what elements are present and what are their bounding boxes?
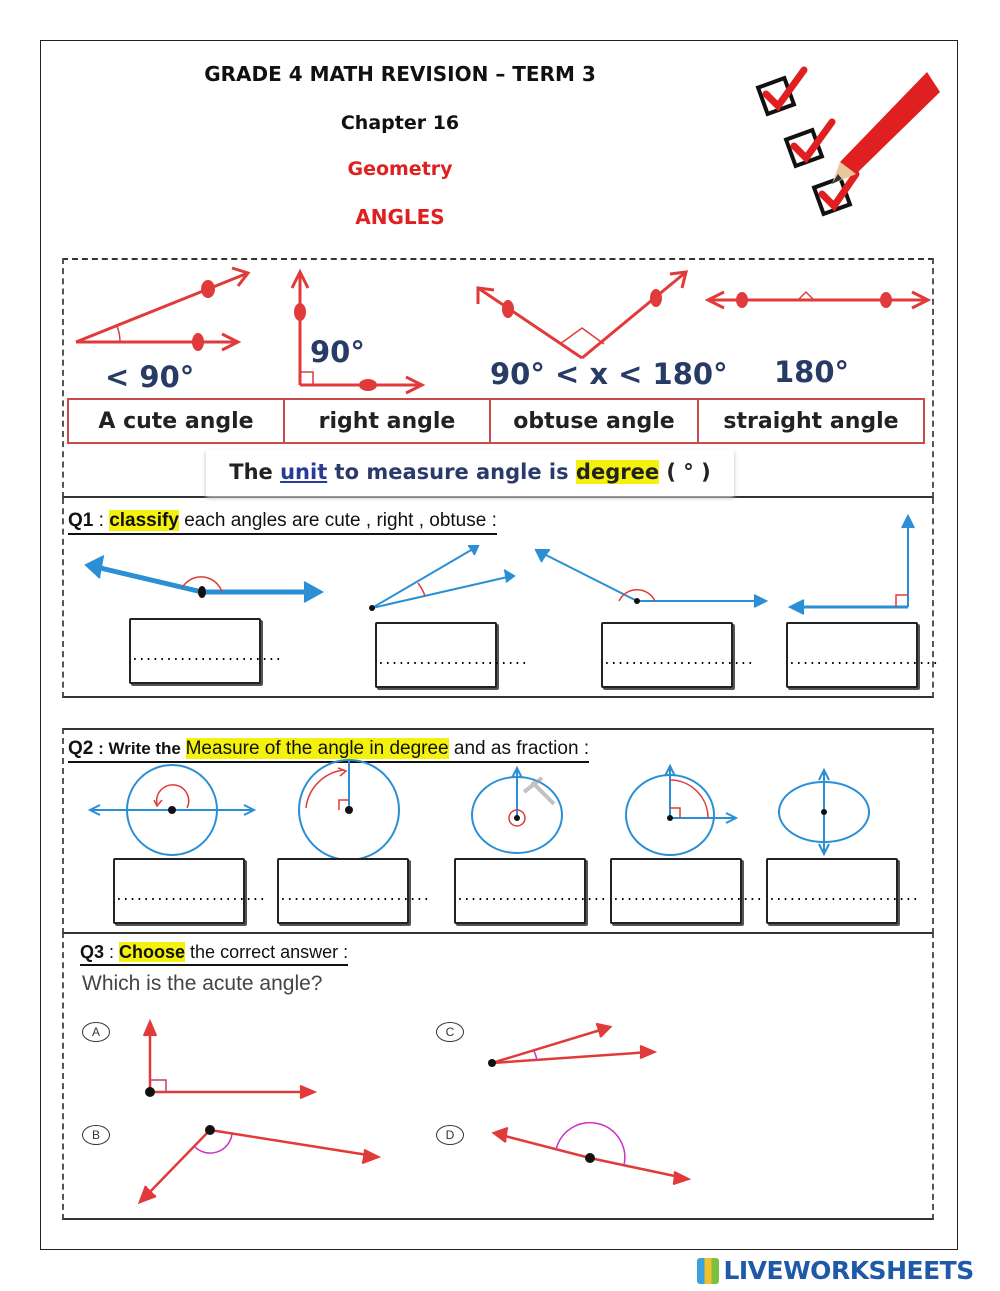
q2-answer-dots-4: ......................	[612, 889, 763, 904]
q2-answer-dots-1: ......................	[115, 889, 266, 904]
q2-answer-dots-3: ......................	[456, 889, 607, 904]
option-c[interactable]: C	[436, 1022, 464, 1042]
right-measure: 90°	[310, 335, 365, 369]
q2-pre: : Write the	[93, 739, 186, 758]
q2-label: Q2	[68, 738, 94, 759]
acute-angle-name: A cute angle	[69, 400, 285, 444]
q3-highlight: Choose	[119, 942, 186, 962]
q1-rest: each angles are cute , right , obtuse :	[178, 510, 497, 531]
q1-angles-illustration	[62, 500, 934, 620]
q3-label: Q3	[80, 942, 105, 962]
topic-label: Geometry	[347, 158, 453, 180]
brand-logo-icon	[697, 1258, 719, 1284]
straight-measure: 180°	[774, 355, 850, 389]
obtuse-measure: 90° < x < 180°	[490, 357, 728, 391]
q1-answer-box-4[interactable]	[786, 622, 939, 688]
unit-note	[206, 450, 734, 496]
unit-note-mid: to measure angle is	[327, 460, 576, 484]
q3-angles-illustration	[62, 1010, 934, 1210]
q1-answer-box-1[interactable]	[129, 618, 282, 684]
q3-rest: the correct answer :	[185, 942, 349, 962]
q1-answer-box-2[interactable]	[375, 622, 528, 688]
q3-question: Which is the acute angle?	[82, 972, 323, 995]
brand-name: LIVEWORKSHEETS	[723, 1256, 974, 1285]
q1-answer-dots-4: ......................	[788, 653, 939, 668]
right-angle-name: right angle	[285, 400, 491, 444]
obtuse-angle-name: obtuse angle	[491, 400, 699, 444]
acute-measure: < 90°	[105, 360, 195, 394]
unit-word: unit	[280, 460, 328, 484]
chapter-label: Chapter 16	[340, 112, 460, 134]
q1-answer-box-3[interactable]	[601, 622, 754, 688]
option-a[interactable]: A	[82, 1022, 110, 1042]
q2-highlight: Measure of the angle in degree	[185, 738, 449, 759]
footer-brand	[697, 1256, 974, 1286]
q2-answer-box-4[interactable]	[610, 858, 763, 924]
unit-note-post: ( ° )	[659, 460, 711, 484]
q1-sep: :	[93, 510, 110, 531]
q1-answer-dots-3: ......................	[603, 653, 754, 668]
degree-word: degree	[575, 460, 660, 484]
q1-label: Q1	[68, 510, 94, 531]
q1-highlight: classify	[109, 510, 179, 531]
unit-note-pre: The	[229, 460, 281, 484]
worksheet-title: GRADE 4 MATH REVISION – TERM 3	[204, 62, 596, 86]
q3-title	[80, 942, 348, 966]
q1-answer-dots-1: ......................	[131, 649, 282, 664]
angle-names-table	[67, 398, 925, 444]
q2-answer-box-2[interactable]	[277, 858, 430, 924]
q1-answer-dots-2: ......................	[377, 653, 528, 668]
q2-answer-box-1[interactable]	[113, 858, 266, 924]
q2-angles-illustration	[62, 760, 934, 860]
q2-answer-dots-2: ......................	[279, 889, 430, 904]
option-d[interactable]: D	[436, 1125, 464, 1145]
q2-answer-box-5[interactable]	[766, 858, 919, 924]
q2-answer-dots-5: ......................	[768, 889, 919, 904]
subtopic-label: ANGLES	[355, 205, 445, 229]
checklist-pencil-icon	[752, 62, 940, 227]
q2-answer-box-3[interactable]	[454, 858, 607, 924]
option-b[interactable]: B	[82, 1125, 110, 1145]
q2-rest: and as fraction :	[448, 738, 590, 759]
straight-angle-name: straight angle	[723, 409, 899, 434]
q3-sep: :	[104, 942, 120, 962]
